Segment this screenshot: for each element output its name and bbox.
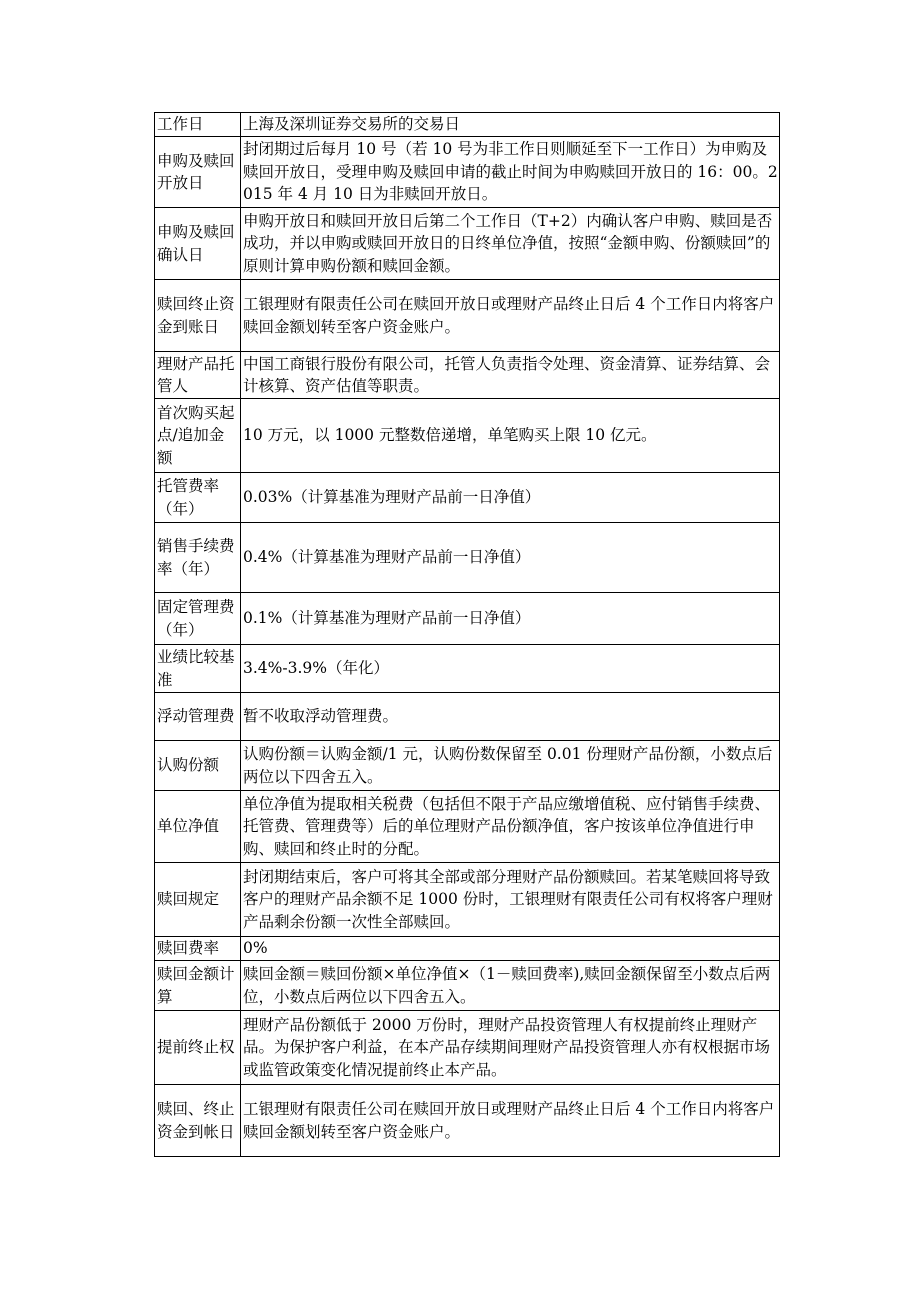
table-row: [155, 280, 780, 352]
table-row: [155, 473, 780, 523]
row-label: 提前终止权: [155, 1011, 241, 1085]
row-label: 赎回终止资金到账日: [155, 280, 241, 352]
row-label: 业绩比较基准: [155, 645, 241, 693]
row-value: 上海及深圳证券交易所的交易日: [241, 113, 780, 137]
row-value: 工银理财有限责任公司在赎回开放日或理财产品终止日后 4 个工作日内将客户赎回金额划转至客户资金账户。: [241, 1085, 780, 1157]
terms-table-body: [155, 113, 780, 1157]
row-value: 0.1%（计算基准为理财产品前一日净值）: [241, 593, 780, 645]
table-row: [155, 1011, 780, 1085]
row-value: 赎回金额＝赎回份额×单位净值×（1－赎回费率),赎回金额保留至小数点后两位，小数点后两位以下四舍五入。: [241, 961, 780, 1011]
row-label: 单位净值: [155, 791, 241, 863]
row-value: 0.4%（计算基准为理财产品前一日净值）: [241, 523, 780, 593]
row-label: 申购及赎回开放日: [155, 137, 241, 208]
table-row: [155, 791, 780, 863]
row-value: 0%: [241, 937, 780, 961]
table-row: [155, 1085, 780, 1157]
row-value: 申购开放日和赎回开放日后第二个工作日（T+2）内确认客户申购、赎回是否成功，并以申购或赎回开放日的日终单位净值，按照“金额申购、份额赎回”的原则计算申购份额和赎回金额。: [241, 208, 780, 280]
row-label: 赎回、终止资金到帐日: [155, 1085, 241, 1157]
table-row: [155, 523, 780, 593]
row-value: 3.4%-3.9%（年化）: [241, 645, 780, 693]
table-row: [155, 863, 780, 937]
row-value: 单位净值为提取相关税费（包括但不限于产品应缴增值税、应付销售手续费、托管费、管理费等）后的单位理财产品份额净值，客户按该单位净值进行申购、赎回和终止时的分配。: [241, 791, 780, 863]
table-row: [155, 352, 780, 399]
table-row: [155, 741, 780, 791]
row-label: 浮动管理费: [155, 693, 241, 741]
product-terms-table: [154, 112, 780, 1157]
row-label: 赎回规定: [155, 863, 241, 937]
row-label: 工作日: [155, 113, 241, 137]
row-value: 中国工商银行股份有限公司，托管人负责指令处理、资金清算、证券结算、会计核算、资产估值等职责。: [241, 352, 780, 399]
row-value: 理财产品份额低于 2000 万份时，理财产品投资管理人有权提前终止理财产品。为保护客户利益，在本产品存续期间理财产品投资管理人亦有权根据市场或监管政策变化情况提前终止本产品。: [241, 1011, 780, 1085]
row-value: 暂不收取浮动管理费。: [241, 693, 780, 741]
row-label: 销售手续费率（年）: [155, 523, 241, 593]
row-label: 托管费率（年）: [155, 473, 241, 523]
table-row: [155, 593, 780, 645]
row-value: 0.03%（计算基准为理财产品前一日净值）: [241, 473, 780, 523]
row-label: 赎回费率: [155, 937, 241, 961]
table-row: [155, 961, 780, 1011]
table-row: [155, 399, 780, 473]
table-row: [155, 208, 780, 280]
row-value: 认购份额＝认购金额/1 元，认购份数保留至 0.01 份理财产品份额，小数点后两位以下四舍五入。: [241, 741, 780, 791]
table-row: [155, 937, 780, 961]
row-label: 固定管理费（年）: [155, 593, 241, 645]
table-row: [155, 693, 780, 741]
row-value: 封闭期结束后，客户可将其全部或部分理财产品份额赎回。若某笔赎回将导致客户的理财产品余额不足 1000 份时，工银理财有限责任公司有权将客户理财产品剩余份额一次性全部赎回。: [241, 863, 780, 937]
table-row: [155, 137, 780, 208]
table-row: [155, 113, 780, 137]
row-label: 认购份额: [155, 741, 241, 791]
row-value: 工银理财有限责任公司在赎回开放日或理财产品终止日后 4 个工作日内将客户赎回金额划转至客户资金账户。: [241, 280, 780, 352]
row-label: 申购及赎回确认日: [155, 208, 241, 280]
row-label: 理财产品托管人: [155, 352, 241, 399]
row-label: 首次购买起点/追加金额: [155, 399, 241, 473]
row-label: 赎回金额计算: [155, 961, 241, 1011]
table-row: [155, 645, 780, 693]
row-value: 封闭期过后每月 10 号（若 10 号为非工作日则顺延至下一工作日）为申购及赎回开放日，受理申购及赎回申请的截止时间为申购赎回开放日的 16：00。2015 年 4 月 10 日为非赎回开放日。: [241, 137, 780, 208]
row-value: 10 万元，以 1000 元整数倍递增，单笔购买上限 10 亿元。: [241, 399, 780, 473]
